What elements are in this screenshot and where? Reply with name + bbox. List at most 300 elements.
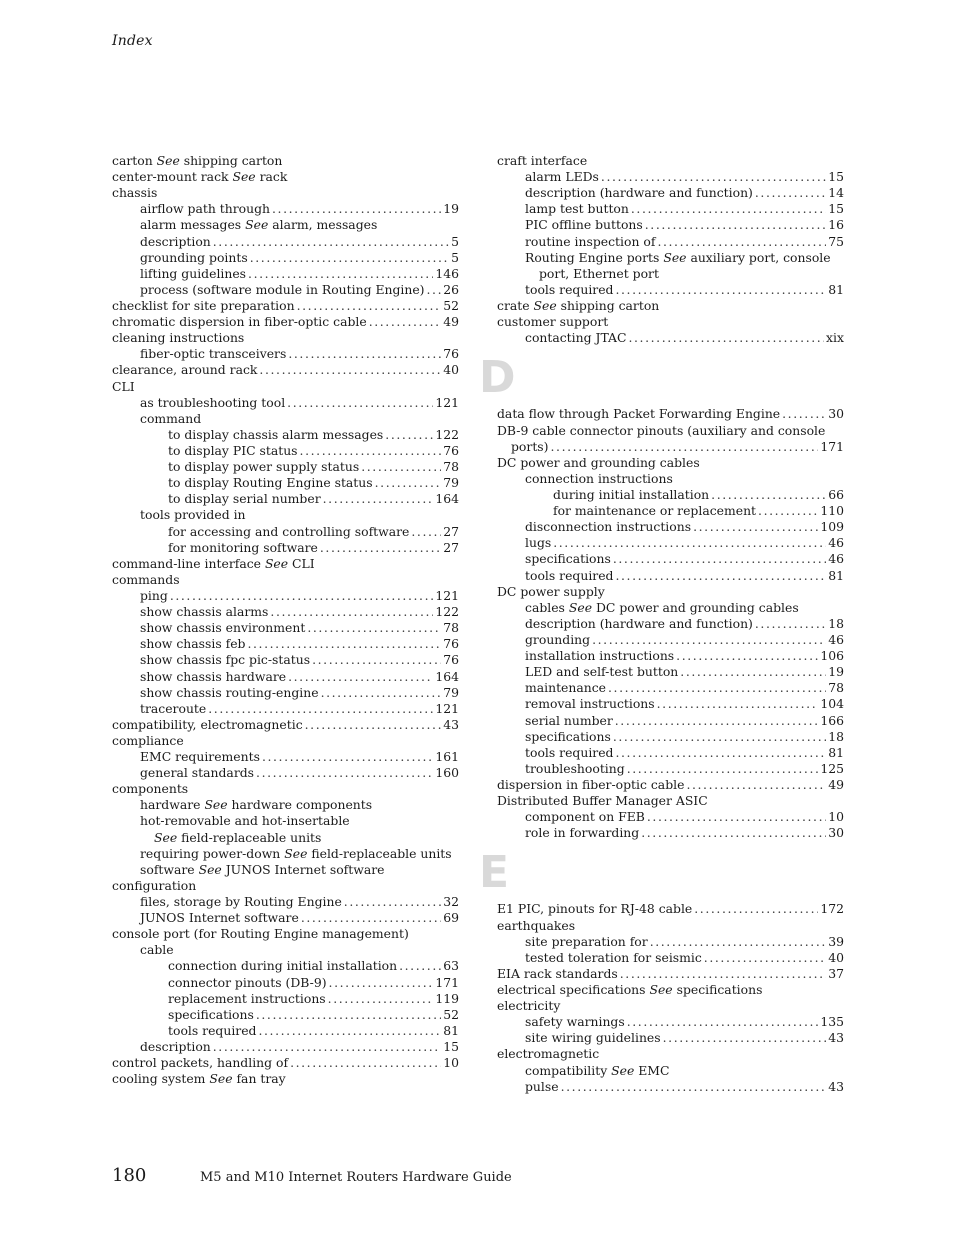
index-entry-term: contacting JTAC [525, 330, 627, 346]
dot-leader [615, 745, 826, 761]
page-reference: 79 [443, 475, 459, 491]
index-entry-term: installation instructions [525, 648, 675, 664]
index-entry-term: requiring power-down See field-replaceable units [140, 845, 452, 861]
index-entry [497, 406, 844, 422]
index-section-d [497, 406, 844, 841]
see-reference-label: See [663, 249, 687, 265]
page-reference: 119 [435, 990, 459, 1006]
index-entry [112, 298, 459, 314]
see-reference-label: See [264, 555, 289, 571]
index-entry [112, 362, 459, 378]
index-entry-term: cooling system See fan tray [112, 1071, 286, 1087]
page-reference: 171 [435, 974, 459, 990]
see-reference-label: See [568, 599, 593, 615]
index-entry-term: Distributed Buffer Manager ASIC [497, 793, 708, 809]
index-entry-term: connection instructions [525, 470, 673, 486]
index-entry-term: show chassis alarms [140, 604, 269, 620]
index-entry [497, 503, 844, 519]
index-entry [112, 330, 459, 346]
index-entry-term: process (software module in Routing Engine) [140, 281, 425, 297]
index-entry [497, 1046, 844, 1062]
dot-leader [758, 503, 818, 519]
index-entry [497, 648, 844, 664]
index-entry-term: DC power supply [497, 583, 605, 599]
dot-leader [755, 616, 826, 632]
index-entry [112, 507, 459, 523]
index-entry [497, 330, 844, 346]
index-entry [497, 745, 844, 761]
index-entry [112, 1039, 459, 1055]
index-entry-term: center-mount rack See rack [112, 169, 288, 185]
index-entry-term: EIA rack standards [497, 965, 618, 981]
index-entry-term: chromatic dispersion in fiber-optic cable [112, 314, 367, 330]
index-entry-term: PIC offline buttons [525, 217, 643, 233]
index-entry-term: ports) [511, 438, 549, 454]
index-entry [497, 600, 844, 616]
index-column-left [112, 153, 459, 1087]
see-reference-target: shipping carton [556, 297, 660, 313]
dot-leader [312, 652, 441, 668]
index-entry-term: show chassis environment [140, 620, 306, 636]
dot-leader [686, 777, 826, 793]
index-entry-term: port, Ethernet port [539, 265, 659, 281]
page-reference: 5 [451, 233, 459, 249]
index-entry-term: tools required [525, 281, 614, 297]
index-entry [112, 427, 459, 443]
dot-leader [300, 443, 442, 459]
index-entry-term: show chassis feb [140, 636, 246, 652]
index-entry [112, 475, 459, 491]
page-number: 180 [112, 1165, 147, 1186]
see-reference-target: field-replaceable units [307, 845, 452, 861]
index-entry [112, 620, 459, 636]
index-entry-term: site preparation for [525, 933, 648, 949]
index-entry-term: show chassis routing-engine [140, 684, 319, 700]
dot-leader [170, 588, 434, 604]
dot-leader [641, 825, 826, 841]
page-reference: 122 [435, 426, 459, 442]
index-entry [497, 809, 844, 825]
page-reference: 146 [435, 265, 459, 281]
index-entry [112, 765, 459, 781]
index-entry [112, 991, 459, 1007]
see-reference-label: See [284, 845, 308, 861]
index-entry-term: checklist for site preparation [112, 297, 295, 313]
index-entry-term: pulse [525, 1078, 559, 1094]
index-entry [497, 901, 844, 917]
page-reference: 52 [443, 297, 459, 313]
index-entry [112, 604, 459, 620]
index-entry [112, 958, 459, 974]
index-entry-term: JUNOS Internet software [140, 910, 299, 926]
page-reference: 26 [443, 281, 459, 297]
index-entry-term: EMC requirements [140, 749, 260, 765]
index-entry-term: crate See shipping carton [497, 297, 660, 313]
page-reference: 19 [443, 201, 459, 217]
index-entry-term: grounding points [140, 249, 248, 265]
page-reference: 63 [443, 958, 459, 974]
dot-leader [247, 636, 441, 652]
dot-leader [256, 1007, 441, 1023]
see-reference-target: auxiliary port, console [686, 249, 831, 265]
index-entry-term: E1 PIC, pinouts for RJ-48 cable [497, 901, 693, 917]
index-entry [112, 395, 459, 411]
index-entry-term: clearance, around rack [112, 362, 258, 378]
index-entry-term: airflow path through [140, 201, 270, 217]
page-reference: 43 [828, 1078, 844, 1094]
index-entry [497, 777, 844, 793]
index-entry [112, 797, 459, 813]
index-entry [497, 966, 844, 982]
index-entry-term: show chassis hardware [140, 668, 287, 684]
page-reference: 76 [443, 636, 459, 652]
dot-leader [375, 475, 442, 491]
index-entry-term: for maintenance or replacement [553, 503, 757, 519]
index-entry [112, 540, 459, 556]
index-entry [497, 696, 844, 712]
index-entry [497, 616, 844, 632]
index-entry-term: to display PIC status [168, 442, 298, 458]
index-entry [497, 455, 844, 471]
see-reference-label: See [245, 217, 269, 233]
dot-leader [344, 894, 441, 910]
index-entry-term: during initial installation [553, 486, 710, 502]
index-entry [497, 1030, 844, 1046]
page-reference: 81 [828, 744, 844, 760]
index-entry [497, 185, 844, 201]
page-reference: 43 [828, 1030, 844, 1046]
page-reference: 171 [820, 438, 844, 454]
index-entry-term: show chassis fpc pic-status [140, 652, 311, 668]
page-reference: 76 [443, 652, 459, 668]
page-reference: 5 [451, 249, 459, 265]
index-entry [112, 669, 459, 685]
page-reference: 78 [443, 459, 459, 475]
page-reference: 125 [820, 760, 844, 776]
index-entry-term: console port (for Routing Engine management) [112, 926, 409, 942]
page-reference: 135 [820, 1014, 844, 1030]
index-section-e [497, 901, 844, 1094]
page-reference: 40 [828, 949, 844, 965]
index-entry-term: description [140, 233, 211, 249]
index-entry-term: description (hardware and function) [525, 185, 753, 201]
page-reference: 46 [828, 551, 844, 567]
index-entry-term: control packets, handling of [112, 1055, 289, 1071]
see-reference-label: See [156, 153, 180, 168]
page-reference: 49 [828, 776, 844, 792]
index-entry [497, 680, 844, 696]
index-entry [112, 491, 459, 507]
dot-leader [650, 934, 827, 950]
dot-leader [321, 685, 442, 701]
index-entry-term: data flow through Packet Forwarding Engine [497, 406, 781, 422]
index-entry [497, 234, 844, 250]
see-reference-target: field-replaceable units [177, 829, 322, 845]
index-entry [112, 1071, 459, 1087]
index-entry [112, 459, 459, 475]
page-reference: 161 [435, 749, 459, 765]
dot-leader [608, 680, 826, 696]
index-entry-term: configuration [112, 877, 197, 893]
see-reference-label: See [232, 169, 256, 185]
index-entry-term: disconnection instructions [525, 519, 692, 535]
index-entry [497, 439, 844, 455]
see-reference-target: JUNOS Internet software [221, 861, 385, 877]
page-reference: 104 [820, 696, 844, 712]
page-reference: 27 [443, 523, 459, 539]
index-entry [112, 717, 459, 733]
index-entry-term: compatibility See EMC [525, 1062, 670, 1078]
dot-leader [680, 664, 826, 680]
dot-leader [613, 729, 826, 745]
index-entry-term: traceroute [140, 700, 207, 716]
index-entry-term: cable [140, 942, 174, 958]
index-entry [112, 652, 459, 668]
index-entry-term: ping [140, 587, 168, 603]
index-entry-term: troubleshooting [525, 760, 625, 776]
index-entry [497, 217, 844, 233]
index-entry [497, 998, 844, 1014]
index-entry [497, 153, 844, 169]
page-reference: 110 [820, 503, 844, 519]
index-entry [112, 314, 459, 330]
index-entry-term: connector pinouts (DB-9) [168, 974, 327, 990]
index-entry-term: to display serial number [168, 491, 321, 507]
page-reference: 121 [435, 394, 459, 410]
dot-leader [620, 966, 826, 982]
page-reference: 39 [828, 933, 844, 949]
index-entry [112, 282, 459, 298]
index-entry [497, 664, 844, 680]
index-section-c [497, 153, 844, 346]
dot-leader [287, 395, 433, 411]
page-reference: 30 [828, 825, 844, 841]
see-reference-target: fan tray [232, 1071, 286, 1087]
index-entry [497, 713, 844, 729]
dot-leader [323, 491, 434, 507]
index-entry-term: chassis [112, 185, 158, 201]
dot-leader [782, 406, 826, 422]
index-entry [112, 685, 459, 701]
index-entry [112, 1055, 459, 1071]
dot-leader [553, 535, 826, 551]
index-entry [112, 926, 459, 942]
page-reference: 43 [443, 716, 459, 732]
index-entry [112, 942, 459, 958]
index-entry-term: description (hardware and function) [525, 615, 753, 631]
index-entry [497, 471, 844, 487]
index-entry-term: electrical specifications See specifications [497, 982, 763, 998]
index-entry-term: alarm LEDs [525, 169, 599, 185]
index-entry [112, 781, 459, 797]
index-entry-term: files, storage by Routing Engine [140, 894, 342, 910]
dot-leader [592, 632, 826, 648]
dot-leader [711, 487, 826, 503]
index-entry [497, 201, 844, 217]
index-entry-term: site wiring guidelines [525, 1030, 661, 1046]
index-entry [497, 793, 844, 809]
see-reference-label: See [533, 297, 557, 313]
page-reference: 40 [443, 362, 459, 378]
index-entry [112, 588, 459, 604]
index-entry [497, 298, 844, 314]
index-entry [112, 846, 459, 862]
page-reference: 18 [828, 728, 844, 744]
page-reference: 18 [828, 615, 844, 631]
index-entry [497, 568, 844, 584]
dot-leader [615, 282, 826, 298]
index-entry [112, 556, 459, 572]
page-reference: 160 [435, 765, 459, 781]
dot-leader [399, 958, 441, 974]
index-entry [112, 910, 459, 926]
dot-leader [288, 669, 433, 685]
index-entry [112, 185, 459, 201]
dot-leader [645, 217, 826, 233]
index-entry-term: general standards [140, 765, 255, 781]
dot-leader [328, 991, 434, 1007]
dot-leader [250, 250, 449, 266]
dot-leader [259, 362, 441, 378]
index-entry [112, 878, 459, 894]
page-reference: 109 [820, 519, 844, 535]
page-reference: 49 [443, 314, 459, 330]
index-entry-term: lifting guidelines [140, 265, 247, 281]
page-reference: 19 [828, 664, 844, 680]
index-entry [497, 169, 844, 185]
index-entry [112, 1023, 459, 1039]
dot-leader [305, 717, 442, 733]
dot-leader [301, 910, 441, 926]
index-entry [112, 201, 459, 217]
index-entry [112, 234, 459, 250]
page-reference: 15 [443, 1039, 459, 1055]
index-entry [112, 813, 459, 829]
index-entry [497, 729, 844, 745]
index-entry [497, 282, 844, 298]
index-entry [497, 1063, 844, 1079]
index-entry [112, 572, 459, 588]
dot-leader [601, 169, 826, 185]
see-reference-target: shipping carton [179, 153, 283, 168]
section-gap [497, 841, 844, 857]
index-entry-term: components [112, 781, 189, 797]
index-entry [112, 250, 459, 266]
page-reference: 37 [828, 965, 844, 981]
index-entry [112, 862, 459, 878]
index-entry [497, 519, 844, 535]
index-entry-term: hardware See hardware components [140, 797, 373, 813]
page-reference: 46 [828, 631, 844, 647]
dot-leader [270, 604, 433, 620]
index-entry [112, 379, 459, 395]
dot-leader [613, 551, 826, 567]
dot-leader [213, 1039, 441, 1055]
index-entry-term: LED and self-test button [525, 664, 679, 680]
page-reference: 81 [828, 281, 844, 297]
index-entry [497, 266, 844, 282]
index-entry [497, 982, 844, 998]
index-entry [112, 975, 459, 991]
page-reference: 122 [435, 604, 459, 620]
index-entry-term: serial number [525, 712, 613, 728]
index-entry-term: to display power supply status [168, 459, 360, 475]
index-entry [497, 535, 844, 551]
see-reference-target: EMC [634, 1062, 670, 1078]
index-entry-term: connection during initial installation [168, 958, 398, 974]
page-reference: 81 [443, 1022, 459, 1038]
index-entry-term: maintenance [525, 680, 607, 696]
section-letter-d: D [479, 352, 516, 404]
index-entry-term: specifications [525, 728, 611, 744]
page-reference: 30 [828, 406, 844, 422]
page-reference: 172 [820, 901, 844, 917]
see-reference-target: specifications [672, 982, 763, 998]
dot-leader [329, 975, 434, 991]
index-entry-term: removal instructions [525, 696, 655, 712]
page-reference: 76 [443, 442, 459, 458]
page-reference: 78 [828, 680, 844, 696]
index-entry-term: description [140, 1039, 211, 1055]
dot-leader [615, 713, 819, 729]
dot-leader [704, 950, 826, 966]
dot-leader [628, 330, 824, 346]
index-entry-term: commands [112, 571, 180, 587]
index-entry-term: earthquakes [497, 917, 576, 933]
page-reference: 52 [443, 1006, 459, 1022]
section-gap [497, 346, 844, 362]
index-entry [497, 934, 844, 950]
dot-leader [307, 620, 441, 636]
index-entry [497, 314, 844, 330]
page-reference: 164 [435, 668, 459, 684]
dot-leader [272, 201, 441, 217]
index-entry [497, 423, 844, 439]
see-reference-label: See [209, 1071, 233, 1087]
page-reference: 164 [435, 491, 459, 507]
index-entry [112, 636, 459, 652]
page-reference: xix [826, 330, 844, 346]
index-entry [497, 918, 844, 934]
index-entry-term: to display Routing Engine status [168, 475, 373, 491]
index-entry-term: replacement instructions [168, 990, 326, 1006]
index-entry-term: electromagnetic [497, 1046, 600, 1062]
index-entry-term: hot-removable and hot-insertable [140, 813, 350, 829]
index-entry-term: tested toleration for seismic [525, 949, 702, 965]
index-entry-term: tools required [525, 744, 614, 760]
index-entry-term: CLI [112, 378, 135, 394]
page-reference: 10 [828, 809, 844, 825]
index-entry-term: fiber-optic transceivers [140, 346, 287, 362]
index-entry-term: lugs [525, 535, 552, 551]
page-reference: 79 [443, 684, 459, 700]
page-reference: 46 [828, 535, 844, 551]
page-reference: 66 [828, 486, 844, 502]
dot-leader [427, 282, 442, 298]
index-entry [112, 701, 459, 717]
see-reference-target: DC power and grounding cables [592, 599, 799, 615]
see-reference-label: See [649, 982, 673, 998]
index-entry-term [154, 830, 321, 845]
index-entry [112, 749, 459, 765]
index-entry [112, 411, 459, 427]
index-entry [497, 487, 844, 503]
index-entry-term: software See JUNOS Internet software [140, 861, 385, 877]
index-entry-term: Routing Engine ports See auxiliary port, console [525, 249, 831, 265]
page-reference: 106 [820, 648, 844, 664]
dot-leader [411, 524, 441, 540]
dot-leader [208, 701, 433, 717]
